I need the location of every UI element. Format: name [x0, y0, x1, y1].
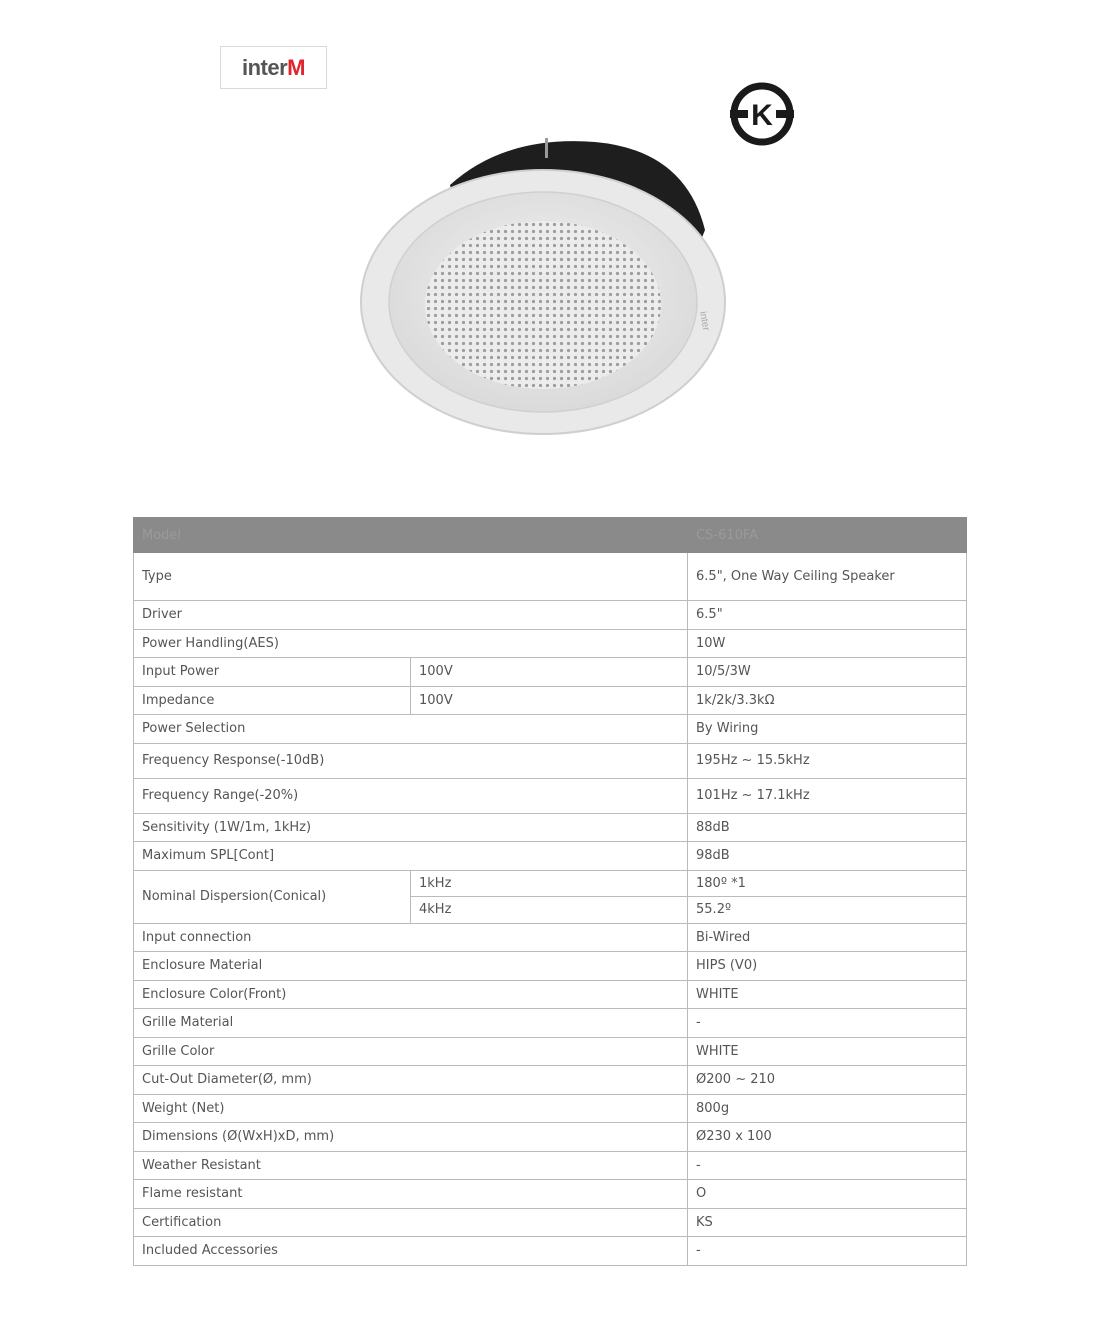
row-label: Input connection — [134, 923, 688, 952]
svg-text:K: K — [751, 99, 773, 132]
table-row — [134, 1009, 967, 1038]
row-label: Frequency Range(-20%) — [134, 778, 688, 813]
row-label: Sensitivity (1W/1m, 1kHz) — [134, 813, 688, 842]
row-label: Power Selection — [134, 715, 688, 744]
row-value: 101Hz ~ 17.1kHz — [688, 778, 967, 813]
row-label: Certification — [134, 1208, 688, 1237]
row-sublabel: 100V — [411, 686, 688, 715]
table-row — [134, 923, 967, 952]
row-label: Driver — [134, 601, 688, 630]
row-value: - — [688, 1151, 967, 1180]
table-row — [134, 870, 967, 897]
row-value: 10W — [688, 629, 967, 658]
row-value: HIPS (V0) — [688, 952, 967, 981]
row-value: - — [688, 1237, 967, 1266]
row-value: WHITE — [688, 1037, 967, 1066]
table-row — [134, 1208, 967, 1237]
row-label: Flame resistant — [134, 1180, 688, 1209]
table-row — [134, 629, 967, 658]
row-label: Maximum SPL[Cont] — [134, 842, 688, 871]
table-row — [134, 1037, 967, 1066]
table-row — [134, 1094, 967, 1123]
row-label: Power Handling(AES) — [134, 629, 688, 658]
row-label: Grille Material — [134, 1009, 688, 1038]
row-value: By Wiring — [688, 715, 967, 744]
row-value: O — [688, 1180, 967, 1209]
row-value: KS — [688, 1208, 967, 1237]
row-value: 55.2º — [688, 897, 967, 924]
row-label: Frequency Response(-10dB) — [134, 743, 688, 778]
table-header-row — [134, 518, 967, 553]
row-label: Enclosure Material — [134, 952, 688, 981]
row-value: Ø200 ~ 210 — [688, 1066, 967, 1095]
row-value: 180º *1 — [688, 870, 967, 897]
row-label: Enclosure Color(Front) — [134, 980, 688, 1009]
table-row — [134, 842, 967, 871]
row-label: Weather Resistant — [134, 1151, 688, 1180]
table-row — [134, 1066, 967, 1095]
row-value: 800g — [688, 1094, 967, 1123]
row-label: Cut-Out Diameter(Ø, mm) — [134, 1066, 688, 1095]
row-value: WHITE — [688, 980, 967, 1009]
table-row — [134, 813, 967, 842]
table-row — [134, 658, 967, 687]
row-value: 10/5/3W — [688, 658, 967, 687]
row-label: Impedance — [134, 686, 411, 715]
row-value: Bi-Wired — [688, 923, 967, 952]
table-row — [134, 601, 967, 630]
ceiling-speaker-image — [355, 130, 735, 450]
row-label: Included Accessories — [134, 1237, 688, 1266]
table-row — [134, 553, 967, 601]
row-value: 6.5" — [688, 601, 967, 630]
table-row — [134, 952, 967, 981]
table-row — [134, 686, 967, 715]
header-model-label: Model — [134, 518, 688, 553]
table-row — [134, 743, 967, 778]
row-value: 88dB — [688, 813, 967, 842]
row-value: 1k/2k/3.3kΩ — [688, 686, 967, 715]
header-model-value: CS-610FA — [688, 518, 967, 553]
table-row — [134, 1180, 967, 1209]
svg-text:inter: inter — [697, 310, 712, 332]
row-value: Ø230 x 100 — [688, 1123, 967, 1152]
row-label: Weight (Net) — [134, 1094, 688, 1123]
row-label: Dimensions (Ø(WxH)xD, mm) — [134, 1123, 688, 1152]
row-label: Input Power — [134, 658, 411, 687]
table-row — [134, 1123, 967, 1152]
brand-logo-text: interM — [241, 54, 305, 80]
brand-logo — [220, 46, 327, 89]
row-sublabel: 4kHz — [411, 897, 688, 924]
row-value: 6.5", One Way Ceiling Speaker — [688, 553, 967, 601]
table-row — [134, 715, 967, 744]
table-row — [134, 1151, 967, 1180]
row-label: Type — [134, 553, 688, 601]
row-sublabel: 100V — [411, 658, 688, 687]
row-sublabel: 1kHz — [411, 870, 688, 897]
row-value: 195Hz ~ 15.5kHz — [688, 743, 967, 778]
ks-certification-mark — [726, 78, 798, 150]
table-row — [134, 980, 967, 1009]
spec-table — [133, 517, 967, 1266]
table-row — [134, 778, 967, 813]
row-label: Grille Color — [134, 1037, 688, 1066]
row-label: Nominal Dispersion(Conical) — [134, 870, 411, 923]
row-value: - — [688, 1009, 967, 1038]
table-row — [134, 1237, 967, 1266]
row-value: 98dB — [688, 842, 967, 871]
